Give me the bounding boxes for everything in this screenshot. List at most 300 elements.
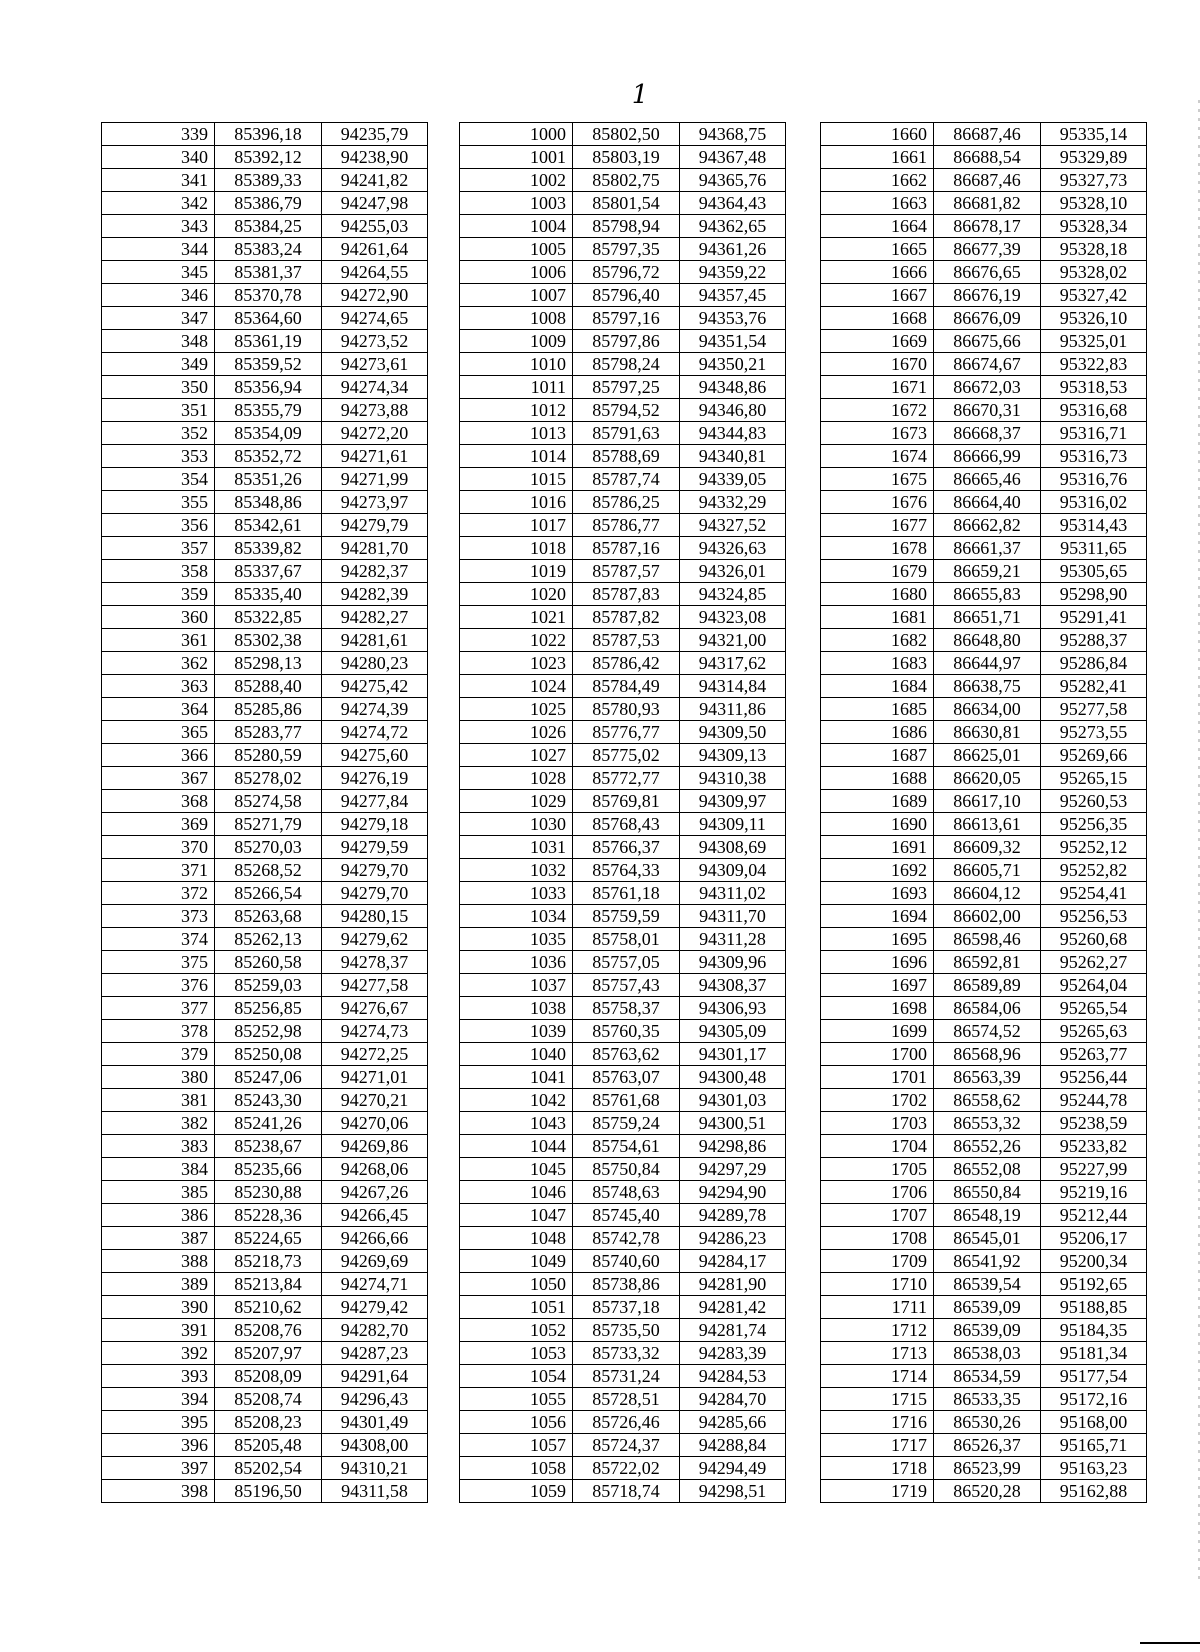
point-number-cell: 372 <box>102 882 215 905</box>
table-row <box>821 767 1147 790</box>
table-row <box>460 1411 786 1434</box>
x-coordinate-cell: 85735,50 <box>573 1319 680 1342</box>
point-number-cell: 1009 <box>460 330 573 353</box>
point-number-cell: 1018 <box>460 537 573 560</box>
table-row <box>460 767 786 790</box>
table-row <box>821 353 1147 376</box>
point-number-cell: 1685 <box>821 698 934 721</box>
y-coordinate-cell: 95328,10 <box>1041 192 1147 215</box>
table-row <box>102 307 428 330</box>
table-row <box>460 146 786 169</box>
scan-corner-rule <box>1140 1642 1200 1644</box>
x-coordinate-cell: 85270,03 <box>215 836 322 859</box>
point-number-cell: 1058 <box>460 1457 573 1480</box>
table-row <box>102 1411 428 1434</box>
table-row <box>102 376 428 399</box>
table-row <box>821 951 1147 974</box>
y-coordinate-cell: 95165,71 <box>1041 1434 1147 1457</box>
table-row <box>460 606 786 629</box>
point-number-cell: 1686 <box>821 721 934 744</box>
point-number-cell: 1684 <box>821 675 934 698</box>
table-row <box>460 1319 786 1342</box>
point-number-cell: 394 <box>102 1388 215 1411</box>
x-coordinate-cell: 85745,40 <box>573 1204 680 1227</box>
table-row <box>821 1250 1147 1273</box>
y-coordinate-cell: 95298,90 <box>1041 583 1147 606</box>
y-coordinate-cell: 94271,99 <box>322 468 428 491</box>
table-row <box>102 1181 428 1204</box>
y-coordinate-cell: 95288,37 <box>1041 629 1147 652</box>
x-coordinate-cell: 86552,26 <box>934 1135 1041 1158</box>
x-coordinate-cell: 86676,65 <box>934 261 1041 284</box>
point-number-cell: 358 <box>102 560 215 583</box>
point-number-cell: 1666 <box>821 261 934 284</box>
y-coordinate-cell: 94277,84 <box>322 790 428 813</box>
x-coordinate-cell: 85288,40 <box>215 675 322 698</box>
y-coordinate-cell: 94287,23 <box>322 1342 428 1365</box>
point-number-cell: 1053 <box>460 1342 573 1365</box>
y-coordinate-cell: 95260,53 <box>1041 790 1147 813</box>
point-number-cell: 353 <box>102 445 215 468</box>
point-number-cell: 1038 <box>460 997 573 1020</box>
x-coordinate-cell: 85218,73 <box>215 1250 322 1273</box>
y-coordinate-cell: 95314,43 <box>1041 514 1147 537</box>
table-row <box>102 767 428 790</box>
point-number-cell: 1681 <box>821 606 934 629</box>
point-number-cell: 1039 <box>460 1020 573 1043</box>
table-row <box>821 790 1147 813</box>
y-coordinate-cell: 94286,23 <box>680 1227 786 1250</box>
y-coordinate-cell: 95188,85 <box>1041 1296 1147 1319</box>
table-row <box>102 123 428 146</box>
point-number-cell: 1671 <box>821 376 934 399</box>
table-row <box>821 284 1147 307</box>
table-row <box>102 1227 428 1250</box>
x-coordinate-cell: 85260,58 <box>215 951 322 974</box>
x-coordinate-cell: 85322,85 <box>215 606 322 629</box>
point-number-cell: 1013 <box>460 422 573 445</box>
y-coordinate-cell: 95265,54 <box>1041 997 1147 1020</box>
y-coordinate-cell: 94282,70 <box>322 1319 428 1342</box>
point-number-cell: 378 <box>102 1020 215 1043</box>
y-coordinate-cell: 94275,42 <box>322 675 428 698</box>
y-coordinate-cell: 94301,49 <box>322 1411 428 1434</box>
x-coordinate-cell: 85763,62 <box>573 1043 680 1066</box>
coordinates-table-1 <box>101 122 428 1503</box>
point-number-cell: 1033 <box>460 882 573 905</box>
table-row <box>821 1273 1147 1296</box>
table-row <box>821 1020 1147 1043</box>
table-row <box>460 353 786 376</box>
point-number-cell: 1052 <box>460 1319 573 1342</box>
table-row <box>821 997 1147 1020</box>
y-coordinate-cell: 94269,86 <box>322 1135 428 1158</box>
point-number-cell: 1017 <box>460 514 573 537</box>
y-coordinate-cell: 94361,26 <box>680 238 786 261</box>
x-coordinate-cell: 86545,01 <box>934 1227 1041 1250</box>
x-coordinate-cell: 86617,10 <box>934 790 1041 813</box>
table-row <box>821 905 1147 928</box>
table-row <box>460 859 786 882</box>
point-number-cell: 1031 <box>460 836 573 859</box>
x-coordinate-cell: 86592,81 <box>934 951 1041 974</box>
table-row <box>821 1135 1147 1158</box>
x-coordinate-cell: 85208,23 <box>215 1411 322 1434</box>
y-coordinate-cell: 95219,16 <box>1041 1181 1147 1204</box>
x-coordinate-cell: 86677,39 <box>934 238 1041 261</box>
y-coordinate-cell: 94247,98 <box>322 192 428 215</box>
x-coordinate-cell: 85392,12 <box>215 146 322 169</box>
x-coordinate-cell: 85787,57 <box>573 560 680 583</box>
y-coordinate-cell: 94238,90 <box>322 146 428 169</box>
table-row <box>460 1204 786 1227</box>
y-coordinate-cell: 95318,53 <box>1041 376 1147 399</box>
table-row <box>102 422 428 445</box>
y-coordinate-cell: 95329,89 <box>1041 146 1147 169</box>
x-coordinate-cell: 86526,37 <box>934 1434 1041 1457</box>
table-row <box>460 951 786 974</box>
y-coordinate-cell: 94324,85 <box>680 583 786 606</box>
y-coordinate-cell: 95316,71 <box>1041 422 1147 445</box>
y-coordinate-cell: 95328,18 <box>1041 238 1147 261</box>
point-number-cell: 1663 <box>821 192 934 215</box>
point-number-cell: 1704 <box>821 1135 934 1158</box>
table-row <box>821 1388 1147 1411</box>
table-row <box>102 928 428 951</box>
point-number-cell: 1042 <box>460 1089 573 1112</box>
x-coordinate-cell: 85757,05 <box>573 951 680 974</box>
point-number-cell: 1005 <box>460 238 573 261</box>
point-number-cell: 370 <box>102 836 215 859</box>
y-coordinate-cell: 94294,90 <box>680 1181 786 1204</box>
x-coordinate-cell: 85266,54 <box>215 882 322 905</box>
point-number-cell: 1008 <box>460 307 573 330</box>
table-row <box>102 1250 428 1273</box>
point-number-cell: 1046 <box>460 1181 573 1204</box>
point-number-cell: 1708 <box>821 1227 934 1250</box>
point-number-cell: 366 <box>102 744 215 767</box>
table-row <box>102 1204 428 1227</box>
table-row <box>821 583 1147 606</box>
x-coordinate-cell: 86675,66 <box>934 330 1041 353</box>
point-number-cell: 362 <box>102 652 215 675</box>
table-row <box>460 836 786 859</box>
table-row <box>821 215 1147 238</box>
table-row <box>102 330 428 353</box>
y-coordinate-cell: 94280,23 <box>322 652 428 675</box>
y-coordinate-cell: 94309,11 <box>680 813 786 836</box>
table-row <box>102 261 428 284</box>
table-row <box>460 1089 786 1112</box>
table-row <box>102 537 428 560</box>
point-number-cell: 365 <box>102 721 215 744</box>
point-number-cell: 390 <box>102 1296 215 1319</box>
table-row <box>821 675 1147 698</box>
y-coordinate-cell: 94266,45 <box>322 1204 428 1227</box>
point-number-cell: 1035 <box>460 928 573 951</box>
y-coordinate-cell: 95177,54 <box>1041 1365 1147 1388</box>
point-number-cell: 1717 <box>821 1434 934 1457</box>
y-coordinate-cell: 94285,66 <box>680 1411 786 1434</box>
point-number-cell: 375 <box>102 951 215 974</box>
x-coordinate-cell: 85278,02 <box>215 767 322 790</box>
x-coordinate-cell: 85787,83 <box>573 583 680 606</box>
point-number-cell: 1705 <box>821 1158 934 1181</box>
point-number-cell: 346 <box>102 284 215 307</box>
y-coordinate-cell: 94273,52 <box>322 330 428 353</box>
x-coordinate-cell: 85786,77 <box>573 514 680 537</box>
x-coordinate-cell: 85786,42 <box>573 652 680 675</box>
point-number-cell: 360 <box>102 606 215 629</box>
point-number-cell: 1715 <box>821 1388 934 1411</box>
y-coordinate-cell: 94311,28 <box>680 928 786 951</box>
point-number-cell: 344 <box>102 238 215 261</box>
x-coordinate-cell: 85383,24 <box>215 238 322 261</box>
y-coordinate-cell: 95263,77 <box>1041 1043 1147 1066</box>
point-number-cell: 373 <box>102 905 215 928</box>
table-row <box>460 1480 786 1503</box>
y-coordinate-cell: 94271,61 <box>322 445 428 468</box>
table-row <box>102 284 428 307</box>
point-number-cell: 392 <box>102 1342 215 1365</box>
table-row <box>821 859 1147 882</box>
point-number-cell: 1668 <box>821 307 934 330</box>
table-row <box>102 1388 428 1411</box>
x-coordinate-cell: 86678,17 <box>934 215 1041 238</box>
x-coordinate-cell: 85742,78 <box>573 1227 680 1250</box>
y-coordinate-cell: 95326,10 <box>1041 307 1147 330</box>
y-coordinate-cell: 94281,90 <box>680 1273 786 1296</box>
point-number-cell: 1036 <box>460 951 573 974</box>
y-coordinate-cell: 94300,48 <box>680 1066 786 1089</box>
x-coordinate-cell: 86625,01 <box>934 744 1041 767</box>
x-coordinate-cell: 85760,35 <box>573 1020 680 1043</box>
table-row <box>460 997 786 1020</box>
x-coordinate-cell: 85796,40 <box>573 284 680 307</box>
y-coordinate-cell: 94323,08 <box>680 606 786 629</box>
point-number-cell: 1030 <box>460 813 573 836</box>
point-number-cell: 347 <box>102 307 215 330</box>
table-row <box>102 974 428 997</box>
table-row <box>460 1020 786 1043</box>
y-coordinate-cell: 95233,82 <box>1041 1135 1147 1158</box>
table-row <box>460 813 786 836</box>
y-coordinate-cell: 94308,37 <box>680 974 786 997</box>
point-number-cell: 348 <box>102 330 215 353</box>
y-coordinate-cell: 95227,99 <box>1041 1158 1147 1181</box>
y-coordinate-cell: 95252,82 <box>1041 859 1147 882</box>
table-row <box>102 399 428 422</box>
point-number-cell: 1707 <box>821 1204 934 1227</box>
x-coordinate-cell: 85252,98 <box>215 1020 322 1043</box>
point-number-cell: 1711 <box>821 1296 934 1319</box>
table-row <box>821 169 1147 192</box>
y-coordinate-cell: 94283,39 <box>680 1342 786 1365</box>
table-row <box>102 997 428 1020</box>
point-number-cell: 1004 <box>460 215 573 238</box>
y-coordinate-cell: 94271,01 <box>322 1066 428 1089</box>
point-number-cell: 1680 <box>821 583 934 606</box>
point-number-cell: 1709 <box>821 1250 934 1273</box>
table-row <box>102 560 428 583</box>
y-coordinate-cell: 94241,82 <box>322 169 428 192</box>
table-row <box>821 514 1147 537</box>
table-row <box>460 1434 786 1457</box>
x-coordinate-cell: 85205,48 <box>215 1434 322 1457</box>
y-coordinate-cell: 94321,00 <box>680 629 786 652</box>
point-number-cell: 391 <box>102 1319 215 1342</box>
point-number-cell: 1689 <box>821 790 934 813</box>
x-coordinate-cell: 85351,26 <box>215 468 322 491</box>
y-coordinate-cell: 94368,75 <box>680 123 786 146</box>
x-coordinate-cell: 86659,21 <box>934 560 1041 583</box>
x-coordinate-cell: 85224,65 <box>215 1227 322 1250</box>
y-coordinate-cell: 94301,17 <box>680 1043 786 1066</box>
x-coordinate-cell: 85207,97 <box>215 1342 322 1365</box>
point-number-cell: 1015 <box>460 468 573 491</box>
y-coordinate-cell: 95277,58 <box>1041 698 1147 721</box>
y-coordinate-cell: 94266,66 <box>322 1227 428 1250</box>
point-number-cell: 395 <box>102 1411 215 1434</box>
y-coordinate-cell: 95335,14 <box>1041 123 1147 146</box>
table-row <box>821 1342 1147 1365</box>
y-coordinate-cell: 94284,53 <box>680 1365 786 1388</box>
x-coordinate-cell: 85780,93 <box>573 698 680 721</box>
point-number-cell: 356 <box>102 514 215 537</box>
point-number-cell: 1700 <box>821 1043 934 1066</box>
table-row <box>821 491 1147 514</box>
table-row <box>460 1043 786 1066</box>
y-coordinate-cell: 94308,69 <box>680 836 786 859</box>
point-number-cell: 357 <box>102 537 215 560</box>
point-number-cell: 1665 <box>821 238 934 261</box>
y-coordinate-cell: 94332,29 <box>680 491 786 514</box>
x-coordinate-cell: 86664,40 <box>934 491 1041 514</box>
x-coordinate-cell: 86674,67 <box>934 353 1041 376</box>
x-coordinate-cell: 85772,77 <box>573 767 680 790</box>
point-number-cell: 1001 <box>460 146 573 169</box>
x-coordinate-cell: 85801,54 <box>573 192 680 215</box>
y-coordinate-cell: 95316,73 <box>1041 445 1147 468</box>
table-row <box>460 261 786 284</box>
table-row <box>460 192 786 215</box>
x-coordinate-cell: 85202,54 <box>215 1457 322 1480</box>
table-row <box>102 514 428 537</box>
y-coordinate-cell: 94357,45 <box>680 284 786 307</box>
y-coordinate-cell: 95206,17 <box>1041 1227 1147 1250</box>
table-row <box>460 1135 786 1158</box>
point-number-cell: 1055 <box>460 1388 573 1411</box>
x-coordinate-cell: 86665,46 <box>934 468 1041 491</box>
y-coordinate-cell: 95181,34 <box>1041 1342 1147 1365</box>
y-coordinate-cell: 94339,05 <box>680 468 786 491</box>
point-number-cell: 396 <box>102 1434 215 1457</box>
table-row <box>102 1434 428 1457</box>
y-coordinate-cell: 94298,51 <box>680 1480 786 1503</box>
x-coordinate-cell: 86584,06 <box>934 997 1041 1020</box>
point-number-cell: 1057 <box>460 1434 573 1457</box>
point-number-cell: 1676 <box>821 491 934 514</box>
x-coordinate-cell: 85761,68 <box>573 1089 680 1112</box>
y-coordinate-cell: 94279,70 <box>322 882 428 905</box>
point-number-cell: 1701 <box>821 1066 934 1089</box>
x-coordinate-cell: 85262,13 <box>215 928 322 951</box>
y-coordinate-cell: 94309,50 <box>680 721 786 744</box>
x-coordinate-cell: 85788,69 <box>573 445 680 468</box>
y-coordinate-cell: 94274,34 <box>322 376 428 399</box>
point-number-cell: 1048 <box>460 1227 573 1250</box>
point-number-cell: 1696 <box>821 951 934 974</box>
point-number-cell: 352 <box>102 422 215 445</box>
table-row <box>821 1365 1147 1388</box>
x-coordinate-cell: 86687,46 <box>934 169 1041 192</box>
y-coordinate-cell: 95200,34 <box>1041 1250 1147 1273</box>
y-coordinate-cell: 94273,97 <box>322 491 428 514</box>
table-row <box>821 123 1147 146</box>
y-coordinate-cell: 95264,04 <box>1041 974 1147 997</box>
y-coordinate-cell: 94367,48 <box>680 146 786 169</box>
table-row <box>821 261 1147 284</box>
x-coordinate-cell: 85766,37 <box>573 836 680 859</box>
y-coordinate-cell: 94276,19 <box>322 767 428 790</box>
table-row <box>102 951 428 974</box>
point-number-cell: 1694 <box>821 905 934 928</box>
y-coordinate-cell: 94281,42 <box>680 1296 786 1319</box>
table-row <box>821 399 1147 422</box>
x-coordinate-cell: 85250,08 <box>215 1043 322 1066</box>
point-number-cell: 1016 <box>460 491 573 514</box>
table-row <box>821 813 1147 836</box>
table-row <box>460 1181 786 1204</box>
x-coordinate-cell: 86558,62 <box>934 1089 1041 1112</box>
y-coordinate-cell: 95273,55 <box>1041 721 1147 744</box>
point-number-cell: 1675 <box>821 468 934 491</box>
x-coordinate-cell: 85354,09 <box>215 422 322 445</box>
y-coordinate-cell: 94311,86 <box>680 698 786 721</box>
x-coordinate-cell: 86605,71 <box>934 859 1041 882</box>
x-coordinate-cell: 85798,94 <box>573 215 680 238</box>
y-coordinate-cell: 95269,66 <box>1041 744 1147 767</box>
table-row <box>460 1112 786 1135</box>
x-coordinate-cell: 86661,37 <box>934 537 1041 560</box>
y-coordinate-cell: 94298,86 <box>680 1135 786 1158</box>
y-coordinate-cell: 94365,76 <box>680 169 786 192</box>
x-coordinate-cell: 86687,46 <box>934 123 1041 146</box>
table-row <box>460 1365 786 1388</box>
y-coordinate-cell: 95316,68 <box>1041 399 1147 422</box>
x-coordinate-cell: 85268,52 <box>215 859 322 882</box>
point-number-cell: 1028 <box>460 767 573 790</box>
table-row <box>821 1434 1147 1457</box>
x-coordinate-cell: 86539,09 <box>934 1319 1041 1342</box>
table-row <box>102 238 428 261</box>
point-number-cell: 1699 <box>821 1020 934 1043</box>
y-coordinate-cell: 94326,01 <box>680 560 786 583</box>
table-row <box>102 1457 428 1480</box>
table-row <box>821 1319 1147 1342</box>
point-number-cell: 342 <box>102 192 215 215</box>
table-row <box>460 1342 786 1365</box>
x-coordinate-cell: 85794,52 <box>573 399 680 422</box>
y-coordinate-cell: 94270,06 <box>322 1112 428 1135</box>
table-row <box>460 514 786 537</box>
table-row <box>102 859 428 882</box>
table-row <box>821 698 1147 721</box>
x-coordinate-cell: 85731,24 <box>573 1365 680 1388</box>
x-coordinate-cell: 86668,37 <box>934 422 1041 445</box>
table-row <box>102 169 428 192</box>
table-row <box>821 1158 1147 1181</box>
